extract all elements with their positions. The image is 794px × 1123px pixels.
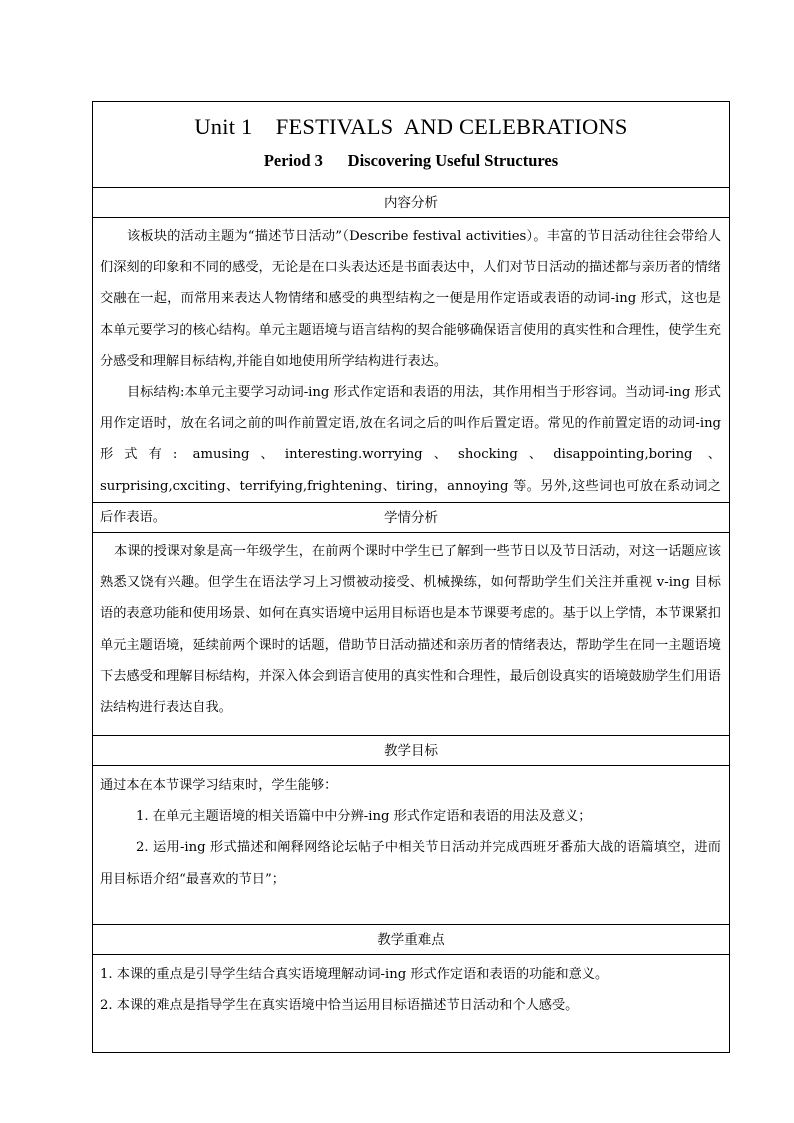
unit-title: Unit 1 FESTIVALS AND CELEBRATIONS	[194, 114, 628, 139]
learner-analysis-paragraph: 本课的授课对象是高一年级学生，在前两个课时中学生已了解到一些节日以及节日活动，对这一话题应该熟悉又饶有兴趣。但学生在语法学习上习惯被动接受、机械操练，如何帮助学生们关注并重视 v-ing 目标语的表意功能和使用场景、如何在真实语境中运用目标语也是本节课要考虑的。基于以上学情，本节课紧扣单元主题语境，延续前两个课时的话题，借助节日活动描述和亲历者的情绪表达，帮助学生在同一主题语境下去感受和理解目标结构，并深入体会到语言使用的真实性和合理性，最后创设真实的语境鼓励学生们用语法结构进行表达自我。	[100, 544, 721, 716]
teaching-goals-body	[93, 765, 729, 924]
key-point-item-2: 2. 本课的难点是指导学生在真实语境中恰当运用目标语描述节日活动和个人感受。	[100, 998, 579, 1014]
learner-analysis-body	[93, 532, 729, 735]
period-title: Period 3 Discovering Useful Structures	[263, 151, 559, 170]
teaching-goal-item-2: 2. 运用-ing 形式描述和阐释网络论坛帖子中相关节日活动并完成西班牙番茄大战的语篇填空，进而用目标语介绍“最喜欢的节日”；	[100, 840, 721, 887]
content-analysis-paragraph-1: 该板块的活动主题为“描述节日活动”（Describe festival activities）。丰富的节日活动往往会带给人们深刻的印象和不同的感受，无论是在口头表达还是书面表达中，人们对节日活动的描述都与亲历者的情绪交融在一起，而常用来表达人物情绪和感受的典型结构之一便是用作定语或表语的动词-ing 形式，这也是本单元要学习的核心结构。单元主题语境与语言结构的契合能够确保语言使用的真实性和合理性，使学生充分感受和理解目标结构,并能自如地使用所学结构进行表达。	[100, 229, 721, 369]
content-analysis-heading: 内容分析	[93, 187, 729, 217]
teaching-goal-item-1: 1. 在单元主题语境的相关语篇中中分辨-ing 形式作定语和表语的用法及意义；	[136, 809, 592, 825]
key-point-item-1: 1. 本课的重点是引导学生结合真实语境理解动词-ing 形式作定语和表语的功能和意义。	[100, 967, 609, 982]
title-block	[93, 102, 729, 187]
lesson-plan-table	[92, 101, 730, 1053]
teaching-goals-heading: 教学目标	[93, 735, 729, 765]
learner-analysis-heading: 学情分析	[93, 502, 729, 532]
content-analysis-paragraph-2: 目标结构:本单元主要学习动词-ing 形式作定语和表语的用法，其作用相当于形容词。当动词-ing 形式用作定语时，放在名词之前的叫作前置定语,放在名词之后的叫作后置定语。常见的作前置定语的动词-ing 形式有: amusing、interesting.worrying、shocking、disappointing,boring 、surprising,cxciting、terrifying,frightening、tiring，annoying 等。另外,这些词也可放在系动词之后作表语。	[100, 385, 721, 525]
teaching-goals-intro: 通过本在本节课学习结束时，学生能够：	[100, 778, 338, 793]
key-points-body	[93, 954, 729, 1052]
key-points-heading: 教学重难点	[93, 924, 729, 954]
